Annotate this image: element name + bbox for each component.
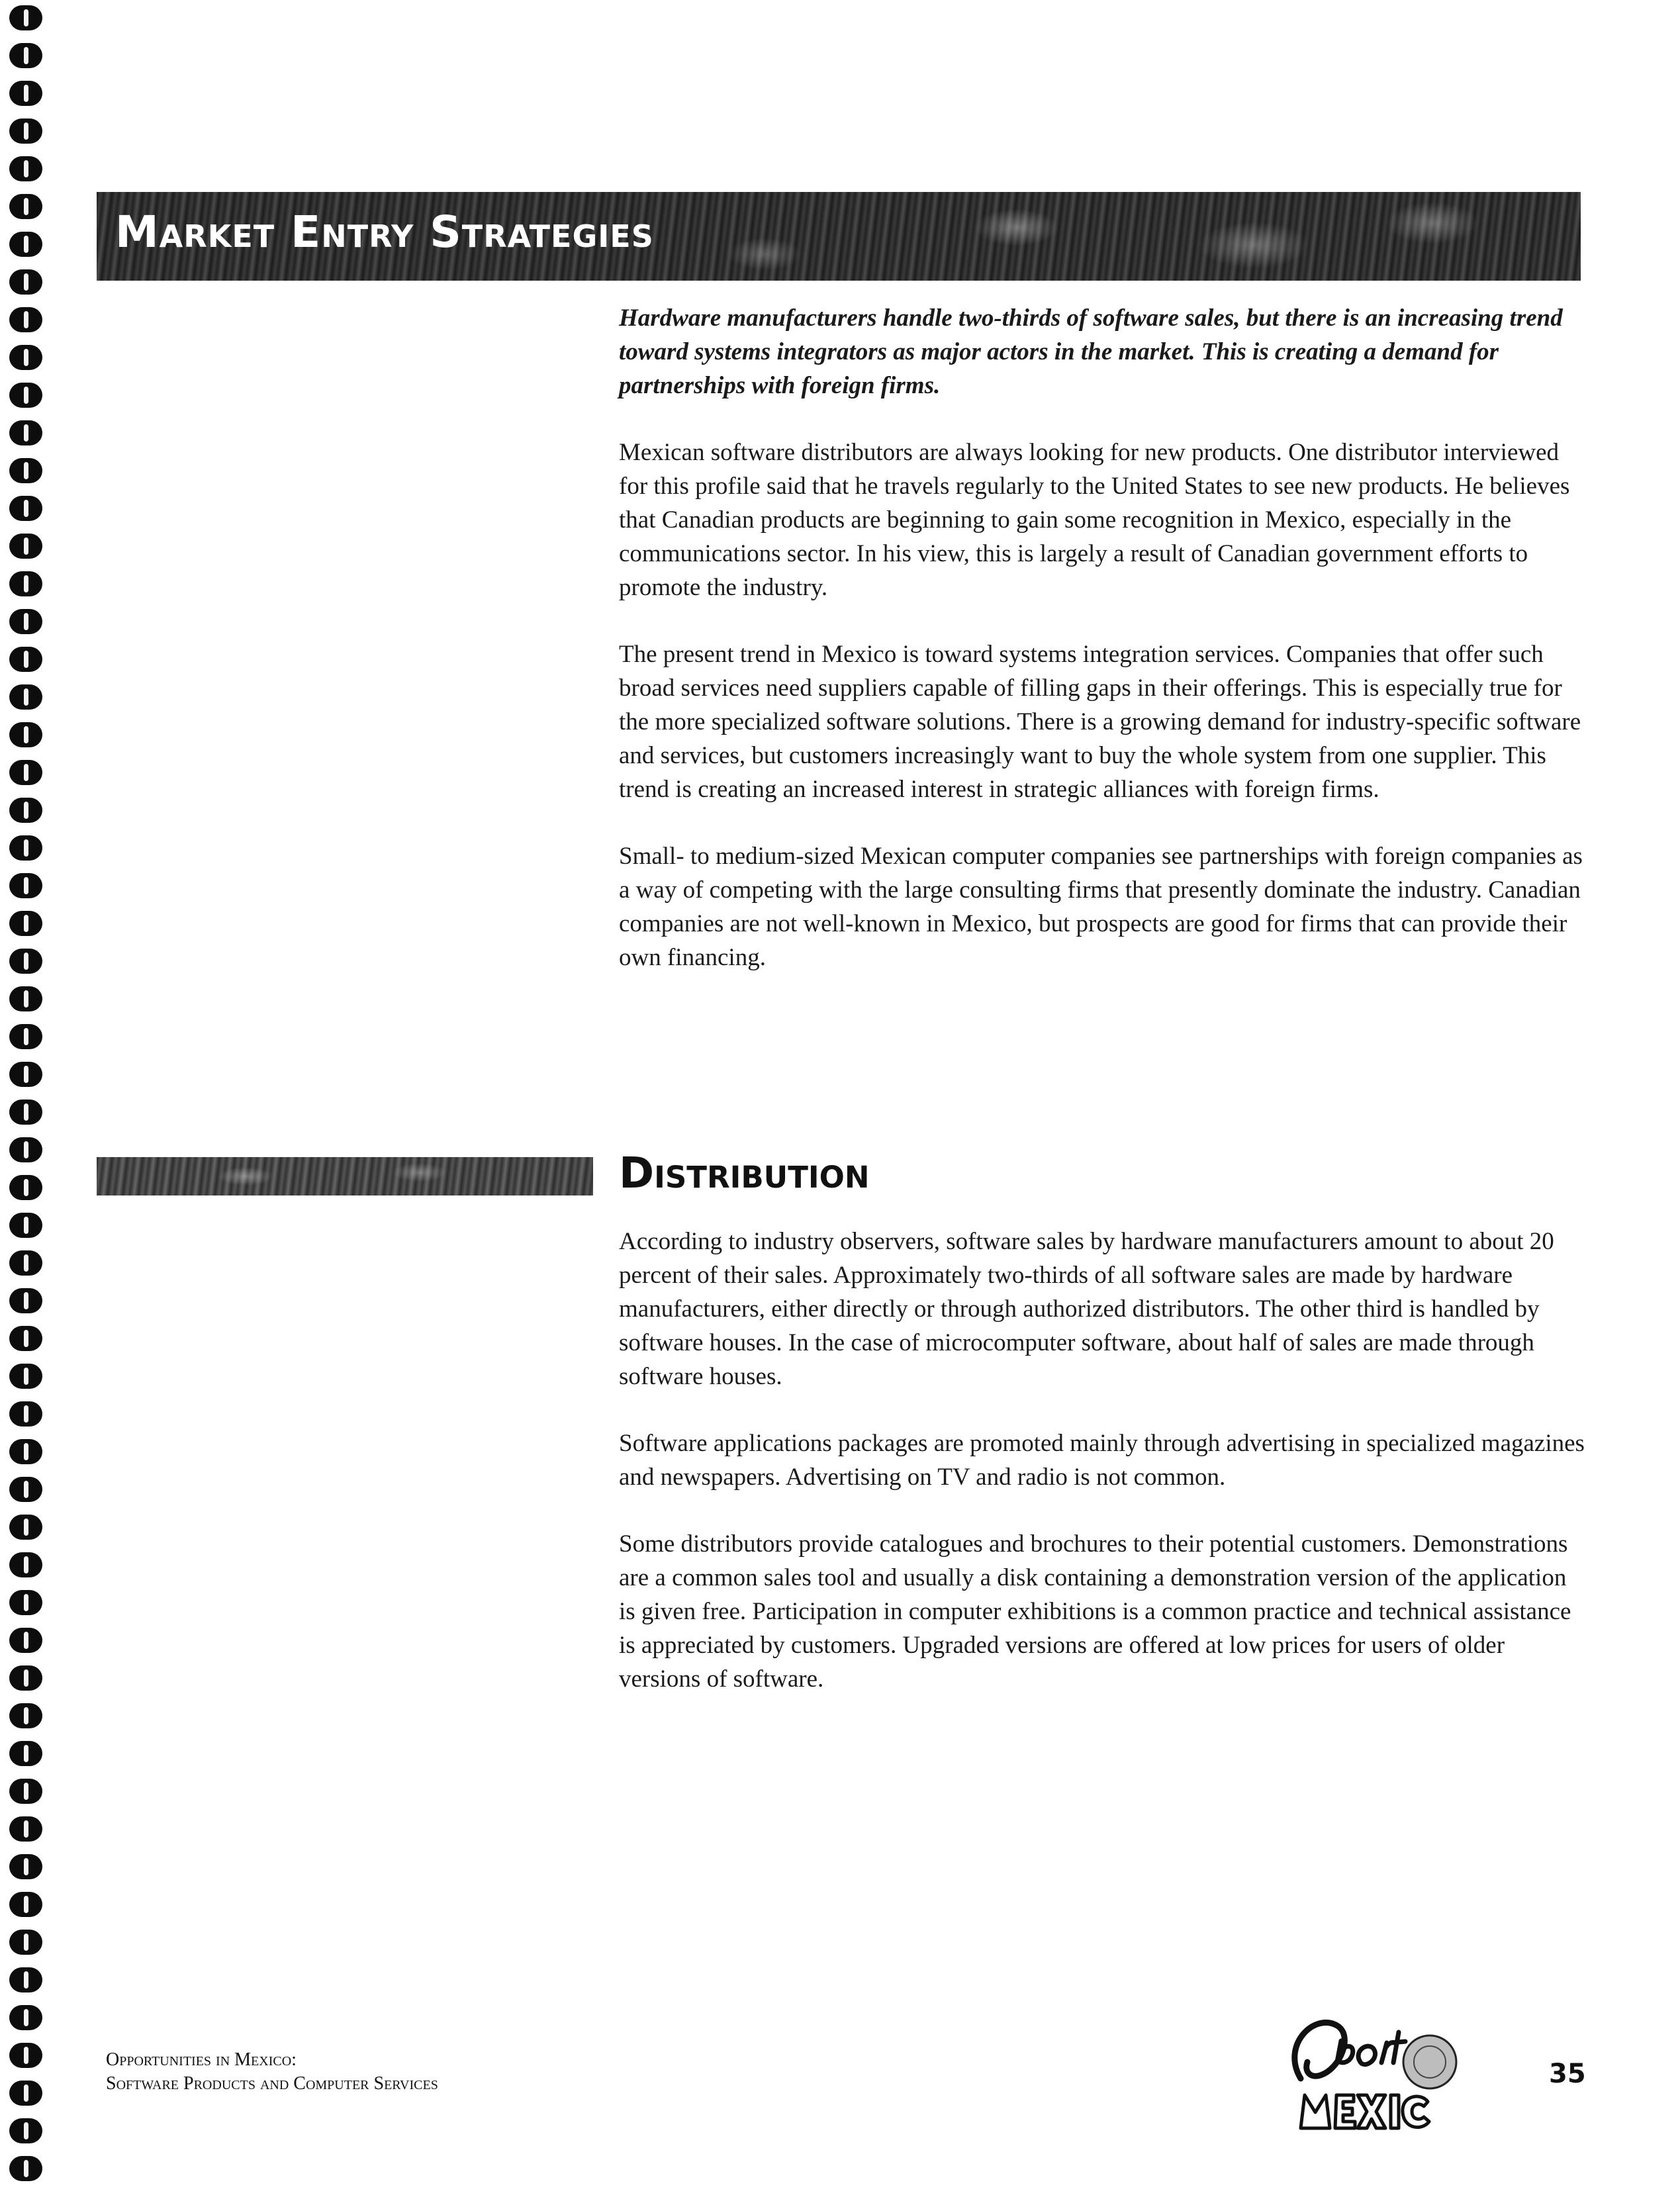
- binding-ring: [9, 684, 42, 710]
- body-paragraph: Some distributors provide catalogues and brochures to their potential customers. Demonstrations are a common sales tool and usually a disk containing a demonstration version of the application is given free. Participation in computer exhibitions is a common practice and technical assistance is appreciated by customers. Upgraded versions are offered at low prices for users of older versions of software.: [619, 1530, 1571, 1693]
- intro-section: [619, 301, 1585, 974]
- binding-ring: [9, 1213, 42, 1238]
- binding-ring: [9, 43, 42, 68]
- export-mexico-logo: [1274, 2006, 1479, 2138]
- binding-ring: [9, 420, 42, 445]
- section-heading-distribution: Distribution: [619, 1149, 870, 1198]
- binding-ring: [9, 2043, 42, 2068]
- binding-ring: [9, 911, 42, 936]
- section-banner: [97, 192, 1581, 281]
- binding-ring: [9, 1703, 42, 1728]
- binding-ring: [9, 1250, 42, 1276]
- binding-ring: [9, 194, 42, 219]
- binding-ring: [9, 2118, 42, 2143]
- footer-line-1: Opportunities in Mexico:: [106, 2049, 297, 2070]
- binding-ring: [9, 1930, 42, 1955]
- body-paragraph: Mexican software distributors are always looking for new products. One distributor interviewed for this profile said that he travels regularly to the United States to see new products. He believes that Canadian products are beginning to gain some recognition in Mexico, especially in the communications sector. In his view, this is largely a result of Canadian government efforts to promote the industry.: [619, 439, 1570, 601]
- binding-ring: [9, 609, 42, 634]
- binding-ring: [9, 1628, 42, 1653]
- binding-ring: [9, 1364, 42, 1389]
- binding-ring: [9, 383, 42, 408]
- binding-ring: [9, 986, 42, 1011]
- binding-ring: [9, 1062, 42, 1087]
- binding-ring: [9, 1439, 42, 1464]
- page-title: Market Entry Strategies: [115, 207, 654, 258]
- page-number: 35: [1549, 2059, 1586, 2089]
- footer-publication-title: [106, 2048, 438, 2096]
- binding-ring: [9, 156, 42, 181]
- body-paragraph: Small- to medium-sized Mexican computer companies see partnerships with foreign companies as a way of competing with the large consulting firms that presently dominate the industry. Canadian companies are not well-known in Mexico, but prospects are good for firms that can provide their own financing.: [619, 843, 1583, 971]
- binding-ring: [9, 1326, 42, 1351]
- section-divider-bar: [97, 1157, 593, 1195]
- binding-ring: [9, 2081, 42, 2106]
- body-paragraph: The present trend in Mexico is toward systems integration services. Companies that offer such broad services need suppliers capable of filling gaps in their offerings. This is especially true for the more specialized software solutions. There is a growing demand for industry-specific software and services, but customers increasingly want to buy the whole system from one supplier. This trend is creating an increased interest in strategic alliances with foreign firms.: [619, 641, 1581, 803]
- binding-ring: [9, 571, 42, 596]
- binding-ring: [9, 1854, 42, 1879]
- binding-ring: [9, 1024, 42, 1049]
- binding-ring: [9, 81, 42, 106]
- binding-ring: [9, 1741, 42, 1766]
- binding-ring: [9, 118, 42, 144]
- binding-ring: [9, 1175, 42, 1200]
- body-paragraph: According to industry observers, software sales by hardware manufacturers amount to about 20 percent of their sales. Approximately two-thirds of all software sales are made by hardware manufacturers, either directly or through authorized distributors. The other third is handled by software houses. In the case of microcomputer software, about half of sales are made through software houses.: [619, 1228, 1554, 1390]
- binding-ring: [9, 1590, 42, 1615]
- binding-ring: [9, 647, 42, 672]
- binding-ring: [9, 1665, 42, 1691]
- binding-ring: [9, 1288, 42, 1313]
- binding-ring: [9, 1100, 42, 1125]
- binding-ring: [9, 760, 42, 785]
- binding-ring: [9, 1477, 42, 1502]
- binding-ring: [9, 2156, 42, 2181]
- lead-summary: Hardware manufacturers handle two-thirds of software sales, but there is an increasing trend toward systems integrators as major actors in the market. This is creating a demand for partnerships with foreign firms.: [619, 304, 1563, 399]
- binding-ring: [9, 307, 42, 332]
- binding-ring: [9, 5, 42, 30]
- binding-ring: [9, 1779, 42, 1804]
- binding-ring: [9, 458, 42, 483]
- body-paragraph: Software applications packages are promoted mainly through advertising in specialized magazines and newspapers. Advertising on TV and radio is not common.: [619, 1430, 1585, 1491]
- binding-ring: [9, 873, 42, 898]
- spiral-binding: [0, 0, 53, 2201]
- binding-ring: [9, 1552, 42, 1577]
- binding-ring: [9, 1892, 42, 1917]
- binding-ring: [9, 1967, 42, 1992]
- footer-line-2: Software Products and Computer Services: [106, 2073, 438, 2094]
- binding-ring: [9, 232, 42, 257]
- binding-ring: [9, 949, 42, 974]
- binding-ring: [9, 1137, 42, 1162]
- binding-ring: [9, 2005, 42, 2030]
- binding-ring: [9, 835, 42, 861]
- distribution-section: [619, 1225, 1585, 1696]
- binding-ring: [9, 534, 42, 559]
- binding-ring: [9, 269, 42, 295]
- binding-ring: [9, 1515, 42, 1540]
- binding-ring: [9, 1816, 42, 1842]
- binding-ring: [9, 345, 42, 370]
- binding-ring: [9, 798, 42, 823]
- binding-ring: [9, 722, 42, 747]
- binding-ring: [9, 496, 42, 521]
- binding-ring: [9, 1401, 42, 1427]
